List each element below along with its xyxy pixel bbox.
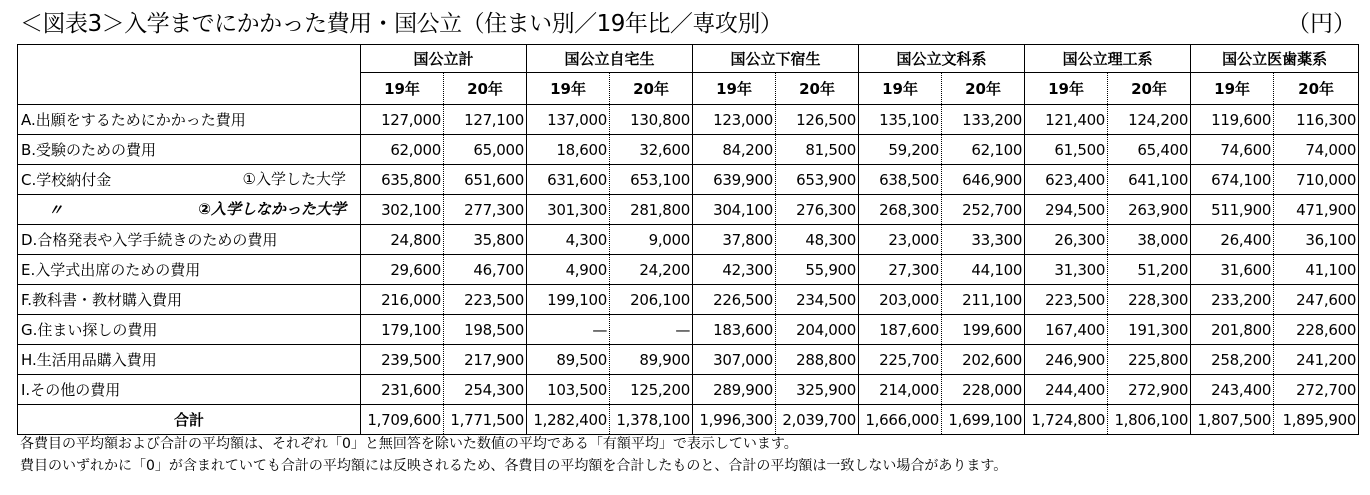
header-corner-cell <box>18 45 361 105</box>
value-cell: 653,100 <box>610 165 693 195</box>
total-row <box>18 405 1359 435</box>
value-cell: 234,500 <box>776 285 859 315</box>
value-cell: 228,600 <box>1274 315 1359 345</box>
value-cell: 211,100 <box>942 285 1025 315</box>
total-value-cell: 1,996,300 <box>693 405 776 435</box>
value-cell: 18,600 <box>527 135 610 165</box>
value-cell: 198,500 <box>444 315 527 345</box>
year-header: 19年 <box>527 73 610 105</box>
value-cell: 199,600 <box>942 315 1025 345</box>
value-cell: 127,100 <box>444 105 527 135</box>
value-cell: 89,500 <box>527 345 610 375</box>
value-cell: 307,000 <box>693 345 776 375</box>
value-cell: 59,200 <box>859 135 942 165</box>
note-line: 費目のいずれかに「0」が含まれていても合計の平均額には反映されるため、各費目の平均額を合計したものと、合計の平均額は一致しない場合があります。 <box>20 458 1008 474</box>
value-cell: 24,800 <box>361 225 444 255</box>
value-cell: 651,600 <box>444 165 527 195</box>
value-cell: 511,900 <box>1191 195 1274 225</box>
value-cell: 202,600 <box>942 345 1025 375</box>
value-cell: 81,500 <box>776 135 859 165</box>
row-label-cell <box>18 165 361 195</box>
total-value-cell: 1,806,100 <box>1108 405 1191 435</box>
row-label: E.入学式出席のための費用 <box>21 260 201 279</box>
row-label-cell <box>18 225 361 255</box>
year-header: 19年 <box>361 73 444 105</box>
value-cell: 646,900 <box>942 165 1025 195</box>
value-cell: 89,900 <box>610 345 693 375</box>
group-header: 国公立自宅生 <box>527 45 693 73</box>
value-cell: 246,900 <box>1025 345 1108 375</box>
value-cell: 23,000 <box>859 225 942 255</box>
value-cell: 4,900 <box>527 255 610 285</box>
value-cell: 26,300 <box>1025 225 1108 255</box>
value-cell: 258,200 <box>1191 345 1274 375</box>
value-cell: 27,300 <box>859 255 942 285</box>
value-cell: 241,200 <box>1274 345 1359 375</box>
value-cell: 214,000 <box>859 375 942 405</box>
value-cell: 187,600 <box>859 315 942 345</box>
value-cell: 223,500 <box>1025 285 1108 315</box>
value-cell: 124,200 <box>1108 105 1191 135</box>
row-label-cell <box>18 315 361 345</box>
value-cell: 103,500 <box>527 375 610 405</box>
row-label-cell <box>18 135 361 165</box>
value-cell: 35,800 <box>444 225 527 255</box>
year-header: 19年 <box>1191 73 1274 105</box>
value-cell: 135,100 <box>859 105 942 135</box>
value-cell: 9,000 <box>610 225 693 255</box>
value-cell: 38,000 <box>1108 225 1191 255</box>
table-row <box>18 165 1359 195</box>
total-value-cell: 1,771,500 <box>444 405 527 435</box>
value-cell: 247,600 <box>1274 285 1359 315</box>
table-row <box>18 345 1359 375</box>
row-label: 〃 <box>48 200 64 219</box>
year-header: 19年 <box>693 73 776 105</box>
year-header: 20年 <box>610 73 693 105</box>
value-cell: 228,300 <box>1108 285 1191 315</box>
value-cell: 41,100 <box>1274 255 1359 285</box>
value-cell: 631,600 <box>527 165 610 195</box>
total-value-cell: 1,895,900 <box>1274 405 1359 435</box>
year-header: 19年 <box>859 73 942 105</box>
value-cell: 65,000 <box>444 135 527 165</box>
row-sublabel: ②入学しなかった大学 <box>198 200 346 218</box>
value-cell: — <box>527 315 610 345</box>
value-cell: 36,100 <box>1274 225 1359 255</box>
value-cell: 133,200 <box>942 105 1025 135</box>
total-value-cell: 1,807,500 <box>1191 405 1274 435</box>
value-cell: 623,400 <box>1025 165 1108 195</box>
value-cell: 216,000 <box>361 285 444 315</box>
row-label: A.出願をするためにかかった費用 <box>21 110 246 129</box>
value-cell: 239,500 <box>361 345 444 375</box>
value-cell: 130,800 <box>610 105 693 135</box>
header-row-groups <box>18 45 1359 73</box>
table-row <box>18 105 1359 135</box>
value-cell: 277,300 <box>444 195 527 225</box>
value-cell: 276,300 <box>776 195 859 225</box>
value-cell: 32,600 <box>610 135 693 165</box>
value-cell: 199,100 <box>527 285 610 315</box>
table-row <box>18 255 1359 285</box>
row-label-cell <box>18 285 361 315</box>
value-cell: 37,800 <box>693 225 776 255</box>
value-cell: 289,900 <box>693 375 776 405</box>
value-cell: 201,800 <box>1191 315 1274 345</box>
year-header: 20年 <box>1274 73 1359 105</box>
table-row <box>18 375 1359 405</box>
row-label: G.住まい探しの費用 <box>21 320 158 339</box>
value-cell: 641,100 <box>1108 165 1191 195</box>
value-cell: 281,800 <box>610 195 693 225</box>
value-cell: 263,900 <box>1108 195 1191 225</box>
title-row <box>20 6 1358 42</box>
year-header: 20年 <box>1108 73 1191 105</box>
row-label-cell <box>18 345 361 375</box>
table-row <box>18 285 1359 315</box>
value-cell: 228,000 <box>942 375 1025 405</box>
value-cell: 471,900 <box>1274 195 1359 225</box>
value-cell: 183,600 <box>693 315 776 345</box>
value-cell: 301,300 <box>527 195 610 225</box>
value-cell: 126,500 <box>776 105 859 135</box>
value-cell: 206,100 <box>610 285 693 315</box>
value-cell: 302,100 <box>361 195 444 225</box>
year-header: 20年 <box>942 73 1025 105</box>
value-cell: 635,800 <box>361 165 444 195</box>
value-cell: 191,300 <box>1108 315 1191 345</box>
value-cell: 74,600 <box>1191 135 1274 165</box>
year-header: 20年 <box>776 73 859 105</box>
total-value-cell: 1,699,100 <box>942 405 1025 435</box>
value-cell: 74,000 <box>1274 135 1359 165</box>
value-cell: 48,300 <box>776 225 859 255</box>
value-cell: 225,700 <box>859 345 942 375</box>
year-header: 19年 <box>1025 73 1108 105</box>
value-cell: 223,500 <box>444 285 527 315</box>
group-header: 国公立文科系 <box>859 45 1025 73</box>
notes <box>20 433 1007 477</box>
value-cell: 204,000 <box>776 315 859 345</box>
value-cell: 231,600 <box>361 375 444 405</box>
group-header: 国公立計 <box>361 45 527 73</box>
value-cell: 304,100 <box>693 195 776 225</box>
value-cell: 225,800 <box>1108 345 1191 375</box>
value-cell: 51,200 <box>1108 255 1191 285</box>
value-cell: 325,900 <box>776 375 859 405</box>
value-cell: 42,300 <box>693 255 776 285</box>
value-cell: — <box>610 315 693 345</box>
value-cell: 119,600 <box>1191 105 1274 135</box>
value-cell: 121,400 <box>1025 105 1108 135</box>
value-cell: 288,800 <box>776 345 859 375</box>
total-label: 合計 <box>18 405 361 435</box>
value-cell: 62,100 <box>942 135 1025 165</box>
value-cell: 61,500 <box>1025 135 1108 165</box>
table-row <box>18 195 1359 225</box>
value-cell: 24,200 <box>610 255 693 285</box>
chart-title: ＜図表3＞入学までにかかった費用・国公立（住まい別／19年比／専攻別） <box>20 11 783 37</box>
value-cell: 125,200 <box>610 375 693 405</box>
value-cell: 233,200 <box>1191 285 1274 315</box>
row-label-cell <box>18 375 361 405</box>
row-label: F.教科書・教材購入費用 <box>21 290 182 309</box>
total-value-cell: 1,282,400 <box>527 405 610 435</box>
table-row <box>18 315 1359 345</box>
total-value-cell: 1,709,600 <box>361 405 444 435</box>
unit-label: （円） <box>1287 11 1356 37</box>
value-cell: 4,300 <box>527 225 610 255</box>
year-header: 20年 <box>444 73 527 105</box>
group-header: 国公立理工系 <box>1025 45 1191 73</box>
row-label-cell <box>18 255 361 285</box>
value-cell: 29,600 <box>361 255 444 285</box>
total-value-cell: 1,666,000 <box>859 405 942 435</box>
total-value-cell: 1,378,100 <box>610 405 693 435</box>
value-cell: 55,900 <box>776 255 859 285</box>
total-value-cell: 1,724,800 <box>1025 405 1108 435</box>
value-cell: 65,400 <box>1108 135 1191 165</box>
table-body <box>18 45 1359 435</box>
value-cell: 31,600 <box>1191 255 1274 285</box>
row-label: B.受験のための費用 <box>21 140 157 159</box>
value-cell: 674,100 <box>1191 165 1274 195</box>
value-cell: 268,300 <box>859 195 942 225</box>
group-header: 国公立下宿生 <box>693 45 859 73</box>
row-label: H.生活用品購入費用 <box>21 350 157 369</box>
value-cell: 44,100 <box>942 255 1025 285</box>
value-cell: 294,500 <box>1025 195 1108 225</box>
value-cell: 254,300 <box>444 375 527 405</box>
value-cell: 272,700 <box>1274 375 1359 405</box>
value-cell: 167,400 <box>1025 315 1108 345</box>
value-cell: 638,500 <box>859 165 942 195</box>
value-cell: 710,000 <box>1274 165 1359 195</box>
value-cell: 252,700 <box>942 195 1025 225</box>
table-row <box>18 225 1359 255</box>
value-cell: 137,000 <box>527 105 610 135</box>
value-cell: 31,300 <box>1025 255 1108 285</box>
total-value-cell: 2,039,700 <box>776 405 859 435</box>
group-header: 国公立医歯薬系 <box>1191 45 1359 73</box>
cost-table <box>17 44 1359 435</box>
value-cell: 123,000 <box>693 105 776 135</box>
value-cell: 243,400 <box>1191 375 1274 405</box>
value-cell: 116,300 <box>1274 105 1359 135</box>
value-cell: 226,500 <box>693 285 776 315</box>
value-cell: 244,400 <box>1025 375 1108 405</box>
row-label: I.その他の費用 <box>21 380 121 399</box>
value-cell: 26,400 <box>1191 225 1274 255</box>
value-cell: 639,900 <box>693 165 776 195</box>
value-cell: 33,300 <box>942 225 1025 255</box>
value-cell: 653,900 <box>776 165 859 195</box>
row-label: D.合格発表や入学手続きのための費用 <box>21 230 278 249</box>
value-cell: 127,000 <box>361 105 444 135</box>
row-label-cell <box>18 195 361 225</box>
value-cell: 46,700 <box>444 255 527 285</box>
row-sublabel: ①入学した大学 <box>242 170 346 188</box>
value-cell: 272,900 <box>1108 375 1191 405</box>
note-line: 各費目の平均額および合計の平均額は、それぞれ「0」と無回答を除いた数値の平均である「有額平均」で表示しています。 <box>20 436 798 452</box>
value-cell: 84,200 <box>693 135 776 165</box>
value-cell: 203,000 <box>859 285 942 315</box>
row-label: C.学校納付金 <box>21 170 112 189</box>
value-cell: 217,900 <box>444 345 527 375</box>
table-row <box>18 135 1359 165</box>
value-cell: 62,000 <box>361 135 444 165</box>
value-cell: 179,100 <box>361 315 444 345</box>
row-label-cell <box>18 105 361 135</box>
